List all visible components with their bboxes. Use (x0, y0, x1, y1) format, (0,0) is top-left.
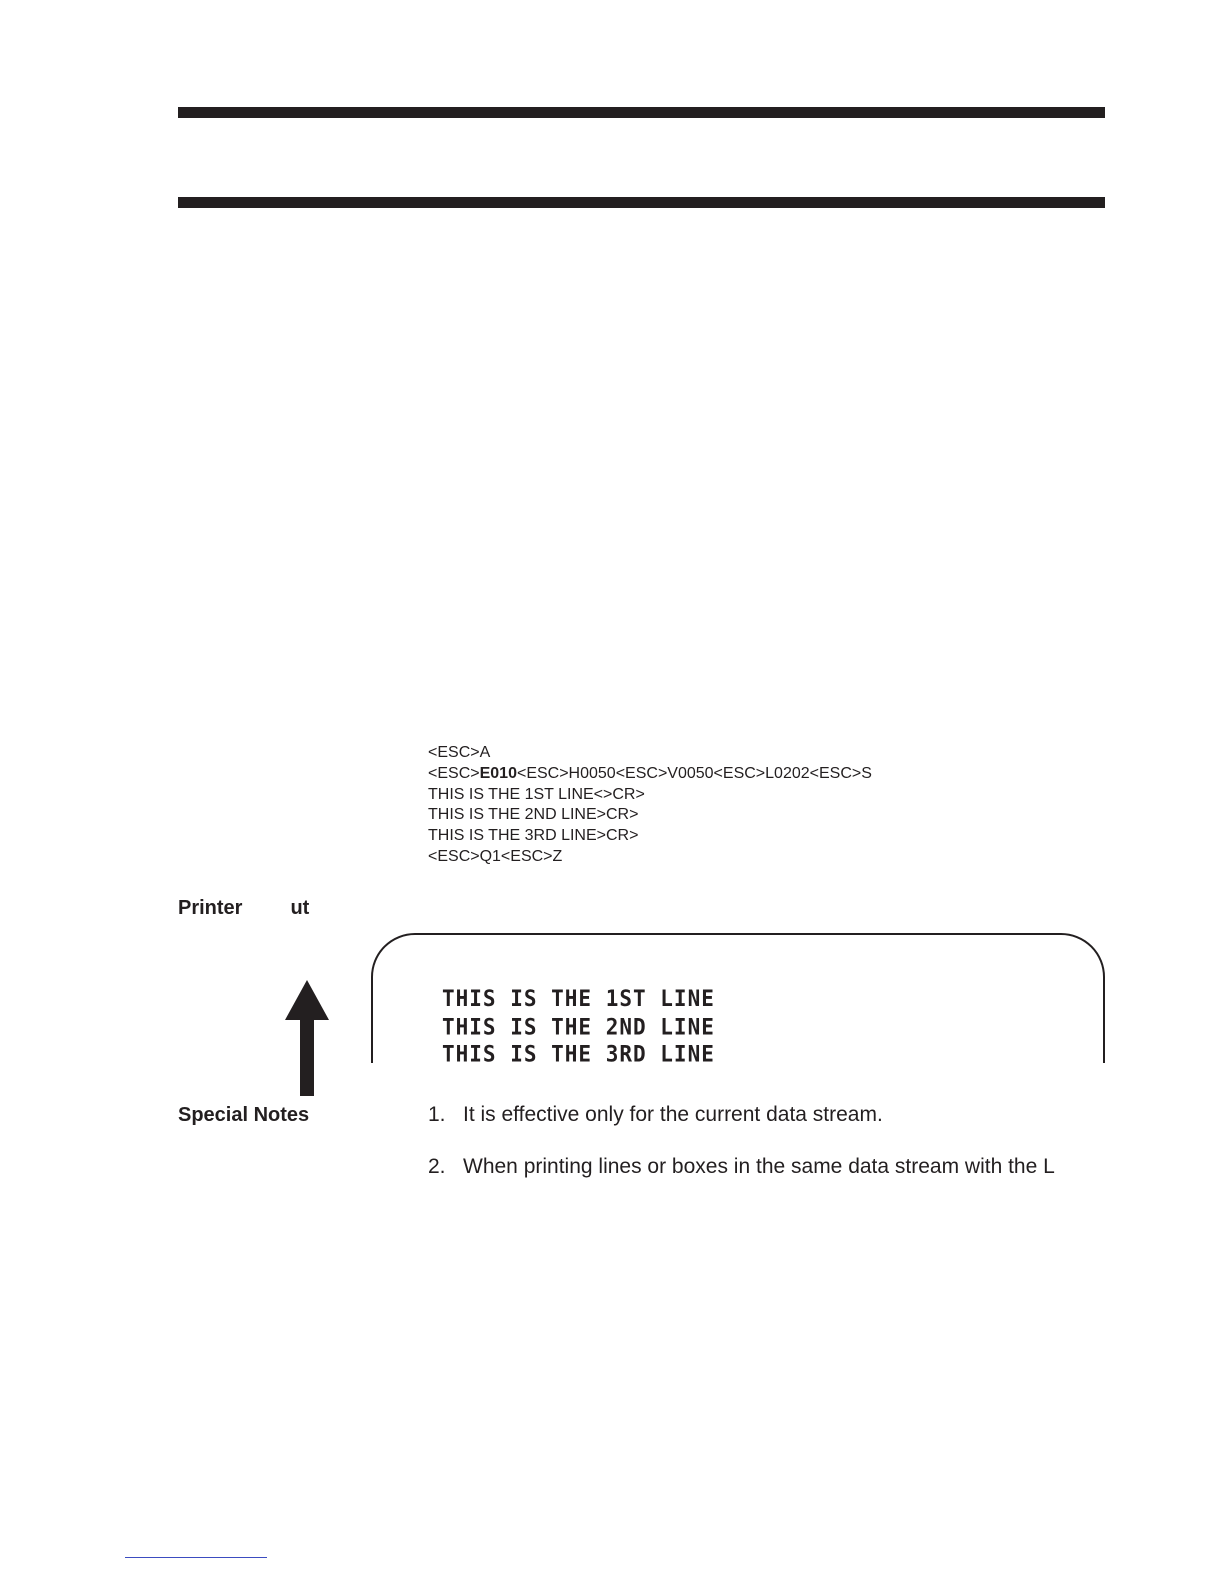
footer-link-underline[interactable] (125, 1557, 267, 1558)
printed-line: THIS IS THE 3RD LINE (442, 1041, 715, 1063)
printed-text-block (442, 985, 715, 1063)
printed-line: THIS IS THE 1ST LINE (442, 986, 715, 1012)
code-text: THIS IS THE 2ND LINE>CR> (428, 806, 639, 824)
printer-output-heading (178, 897, 309, 920)
note-number: 2. (428, 1155, 446, 1178)
code-line (428, 826, 872, 847)
code-text: THIS IS THE 3RD LINE>CR> (428, 827, 639, 845)
code-text: <ESC>Q1<ESC>Z (428, 847, 563, 865)
feed-direction-arrow-icon (285, 980, 329, 1096)
code-text: <ESC> (428, 764, 480, 782)
list-item (428, 1154, 1088, 1180)
list-item (428, 1102, 1088, 1128)
note-number: 1. (428, 1103, 446, 1126)
printed-label-sample (371, 933, 1105, 1063)
code-line (428, 805, 872, 826)
heading-word: Printer (178, 897, 243, 919)
code-text: <ESC>H0050<ESC>V0050<ESC>L0202<ESC>S (516, 764, 872, 782)
special-notes-list (428, 1102, 1088, 1206)
printed-line: THIS IS THE 2ND LINE (442, 1013, 715, 1040)
header-rule-top (178, 107, 1105, 118)
code-line (428, 785, 872, 806)
note-text: When printing lines or boxes in the same data stream with the L (463, 1155, 1055, 1178)
code-text: <ESC>A (428, 744, 491, 761)
code-bold-text: E010 (479, 764, 517, 782)
code-line (428, 743, 872, 764)
code-line (428, 764, 872, 785)
heading-word: ut (290, 897, 310, 919)
code-line (428, 847, 872, 868)
code-text: THIS IS THE 1ST LINE<>CR> (428, 785, 645, 803)
header-rule-bottom (178, 197, 1105, 208)
code-sample (428, 743, 872, 868)
note-text: It is effective only for the current data stream. (463, 1103, 883, 1126)
special-notes-heading: Special Notes (178, 1104, 310, 1126)
